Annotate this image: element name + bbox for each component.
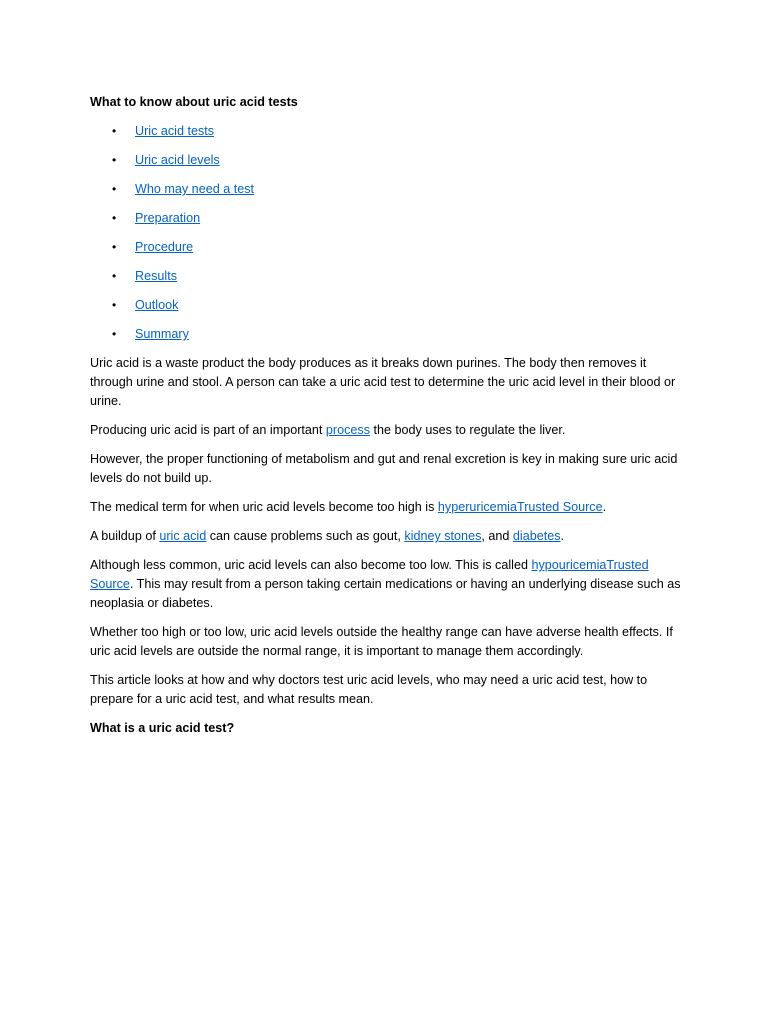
text-run: The medical term for when uric acid levels become too high is [90, 500, 438, 514]
paragraph-hypouricemia [90, 556, 682, 613]
paragraph-process [90, 421, 682, 440]
link-hyperuricemia[interactable]: hyperuricemiaTrusted Source [437, 500, 603, 514]
table-of-contents [90, 122, 682, 344]
text-run: . [602, 500, 607, 514]
bullet: • [112, 240, 117, 254]
bullet: • [112, 182, 117, 196]
bullet: • [112, 327, 117, 341]
toc-item [90, 296, 682, 315]
toc-item [90, 122, 682, 141]
link-diabetes[interactable]: diabetes [512, 529, 561, 543]
text-run: Although less common, uric acid levels can also become too low. This is called [90, 558, 532, 572]
toc-link-uric-acid-levels[interactable]: Uric acid levels [135, 153, 220, 167]
toc-item [90, 267, 682, 286]
section-heading: What is a uric acid test? [90, 721, 235, 735]
toc-link-procedure[interactable]: Procedure [135, 240, 194, 254]
article-title: What to know about uric acid tests [90, 95, 298, 109]
link-process[interactable]: process [325, 423, 371, 437]
toc-link-summary[interactable]: Summary [135, 327, 189, 341]
paragraph-buildup [90, 527, 682, 546]
link-kidney-stones[interactable]: kidney stones [404, 529, 482, 543]
paragraph-intro: Uric acid is a waste product the body produces as it breaks down purines. The body then removes it through urine and stool. A person can take a uric acid test to determine the uric acid level in their blood or urine. [90, 356, 676, 408]
text-run: A buildup of [90, 529, 160, 543]
paragraph-metabolism: However, the proper functioning of metabolism and gut and renal excretion is key in making sure uric acid levels do not build up. [90, 452, 678, 485]
link-uric-acid[interactable]: uric acid [159, 529, 207, 543]
text-run: , and [481, 529, 513, 543]
paragraph-hyperuricemia [90, 498, 682, 517]
toc-item [90, 209, 682, 228]
toc-item [90, 238, 682, 257]
text-run: . [560, 529, 565, 543]
bullet: • [112, 153, 117, 167]
text-run: can cause problems such as gout, [206, 529, 405, 543]
bullet: • [112, 124, 117, 138]
document-body [90, 93, 682, 748]
paragraph-article-overview: This article looks at how and why doctors test uric acid levels, who may need a uric acid test, how to prepare for a uric acid test, and what results mean. [90, 673, 648, 706]
toc-link-uric-acid-tests[interactable]: Uric acid tests [135, 124, 215, 138]
paragraph-health-effects: Whether too high or too low, uric acid levels outside the healthy range can have adverse health effects. If uric acid levels are outside the normal range, it is important to manage them accordingly. [90, 625, 673, 658]
toc-link-outlook[interactable]: Outlook [135, 298, 179, 312]
text-run: . This may result from a person taking certain medications or having an underlying disease such as neoplasia or diabetes. [90, 577, 681, 610]
toc-item [90, 325, 682, 344]
bullet: • [112, 269, 117, 283]
text-run: the body uses to regulate the liver. [370, 423, 566, 437]
toc-link-who-may-need-a-test[interactable]: Who may need a test [135, 182, 255, 196]
toc-item [90, 151, 682, 170]
bullet: • [112, 211, 117, 225]
text-run: Producing uric acid is part of an important [90, 423, 326, 437]
bullet: • [112, 298, 117, 312]
link-hypouricemia[interactable]: hypouricemiaTrusted Source [90, 558, 649, 591]
toc-link-results[interactable]: Results [135, 269, 177, 283]
toc-link-preparation[interactable]: Preparation [135, 211, 201, 225]
toc-item [90, 180, 682, 199]
